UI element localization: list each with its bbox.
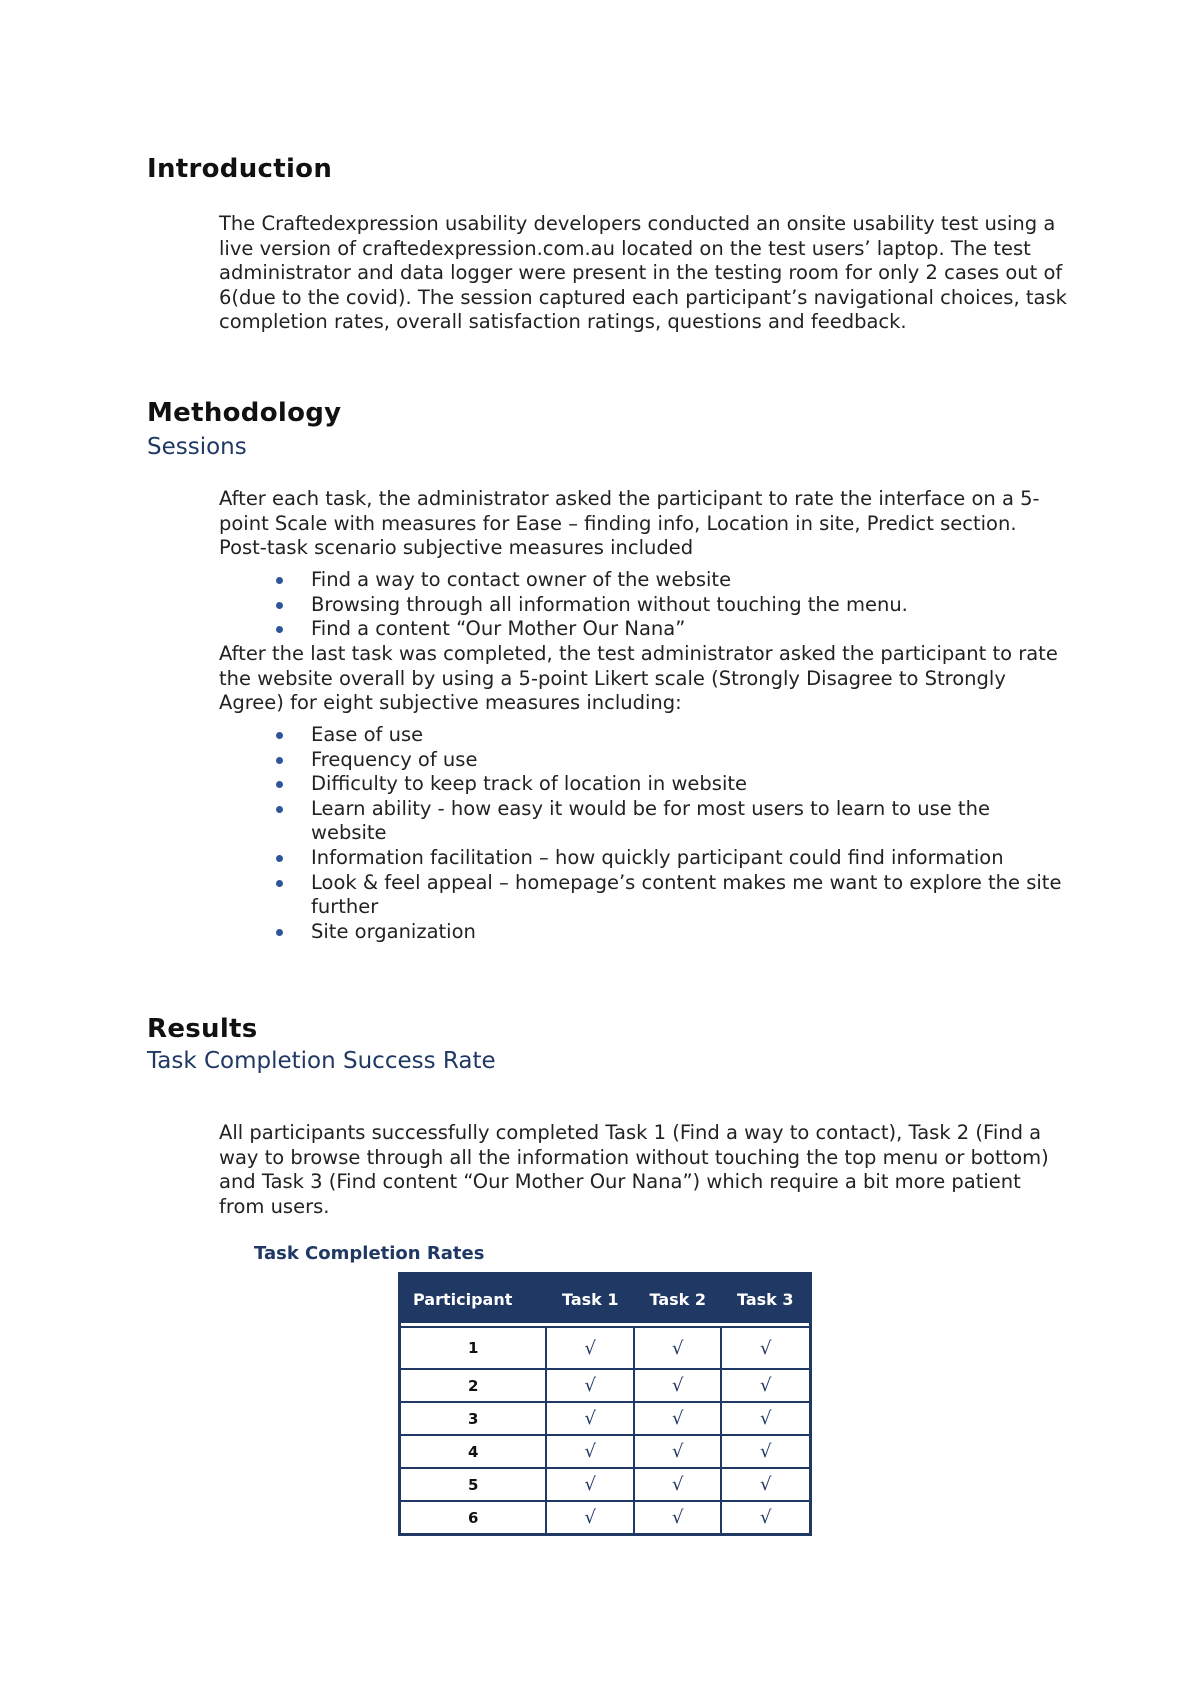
check-icon: √	[634, 1369, 722, 1402]
list-item: Frequency of use	[219, 748, 1069, 773]
task-measures-list	[219, 568, 1069, 642]
header-participant: Participant	[400, 1274, 547, 1324]
header-task-3: Task 3	[721, 1274, 810, 1324]
bullet-icon	[276, 806, 283, 813]
check-icon: √	[634, 1435, 722, 1468]
introduction-paragraph: The Craftedexpression usability developers conducted an onsite usability test using a live version of craftedexpression.com.au located on the test users’ laptop. The test administrator and data logger were present in the testing room for only 2 cases out of 6(due to the covid). The session captured each participant’s navigational choices, task completion rates, overall satisfaction ratings, questions and feedback.	[219, 212, 1067, 334]
check-icon: √	[721, 1468, 810, 1501]
results-heading: Results	[147, 1014, 258, 1044]
check-icon: √	[634, 1402, 722, 1435]
check-icon: √	[546, 1402, 634, 1435]
bullet-icon	[276, 577, 283, 584]
table-row	[400, 1468, 811, 1501]
participant-cell: 2	[400, 1369, 547, 1402]
overall-measures-list	[219, 723, 1069, 944]
participant-cell: 3	[400, 1402, 547, 1435]
participant-cell: 6	[400, 1501, 547, 1535]
check-icon: √	[546, 1468, 634, 1501]
table-row	[400, 1369, 811, 1402]
list-item: Information facilitation – how quickly participant could find information	[219, 846, 1069, 871]
bullet-icon	[276, 757, 283, 764]
table-row	[400, 1501, 811, 1535]
check-icon: √	[721, 1327, 810, 1369]
check-icon: √	[634, 1327, 722, 1369]
bullet-icon	[276, 855, 283, 862]
sessions-paragraph-1: After each task, the administrator asked the participant to rate the interface on a 5-point Scale with measures for Ease – finding info, Location in site, Predict section. Post-task scenario subjective measures included	[219, 487, 1040, 560]
bullet-icon	[276, 602, 283, 609]
task-completion-table	[398, 1272, 812, 1536]
methodology-heading: Methodology	[147, 398, 342, 428]
header-task-2: Task 2	[634, 1274, 722, 1324]
bullet-icon	[276, 732, 283, 739]
check-icon: √	[546, 1369, 634, 1402]
check-icon: √	[721, 1369, 810, 1402]
check-icon: √	[634, 1468, 722, 1501]
list-item: Ease of use	[219, 723, 1069, 748]
bullet-icon	[276, 880, 283, 887]
check-icon: √	[546, 1501, 634, 1535]
bullet-icon	[276, 929, 283, 936]
participant-cell: 4	[400, 1435, 547, 1468]
list-item: Learn ability - how easy it would be for most users to learn to use the website	[219, 797, 1069, 846]
list-item: Difficulty to keep track of location in website	[219, 772, 1069, 797]
table-caption: Task Completion Rates	[254, 1243, 485, 1264]
sessions-paragraph-2: After the last task was completed, the test administrator asked the participant to rate the website overall by using a 5-point Likert scale (Strongly Disagree to Strongly Agree) for eight subjective measures including:	[219, 642, 1058, 715]
results-paragraph: All participants successfully completed Task 1 (Find a way to contact), Task 2 (Find a way to browse through all the information without touching the top menu or bottom) and Task 3 (Find content “Our Mother Our Nana”) which require a bit more patient from users.	[219, 1121, 1049, 1218]
table-header-row	[400, 1274, 811, 1324]
check-icon: √	[634, 1501, 722, 1535]
table-row	[400, 1402, 811, 1435]
introduction-heading: Introduction	[147, 154, 333, 184]
participant-cell: 5	[400, 1468, 547, 1501]
table-row	[400, 1435, 811, 1468]
check-icon: √	[721, 1435, 810, 1468]
list-item: Find a way to contact owner of the website	[219, 568, 1069, 593]
task-completion-subheading: Task Completion Success Rate	[147, 1048, 496, 1074]
header-task-1: Task 1	[546, 1274, 634, 1324]
list-item: Site organization	[219, 920, 1069, 945]
participant-cell: 1	[400, 1327, 547, 1369]
list-item: Look & feel appeal – homepage’s content makes me want to explore the site further	[219, 871, 1069, 920]
sessions-subheading: Sessions	[147, 434, 247, 460]
list-item: Browsing through all information without touching the menu.	[219, 593, 1069, 618]
bullet-icon	[276, 781, 283, 788]
table-row	[400, 1327, 811, 1369]
check-icon: √	[721, 1501, 810, 1535]
check-icon: √	[721, 1402, 810, 1435]
list-item: Find a content “Our Mother Our Nana”	[219, 617, 1069, 642]
bullet-icon	[276, 626, 283, 633]
check-icon: √	[546, 1435, 634, 1468]
check-icon: √	[546, 1327, 634, 1369]
